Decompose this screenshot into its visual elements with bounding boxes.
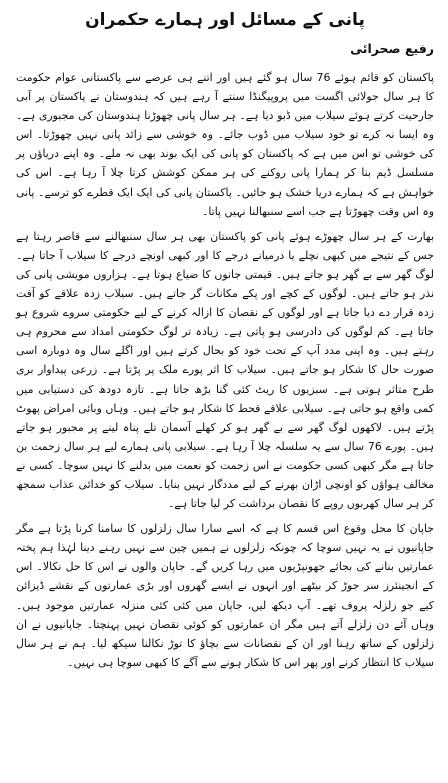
author-byline: رفیع صحرائی (350, 41, 434, 56)
article-paragraph: جاپان کا محل وقوع اس قسم کا ہے کہ اسے سارا سال زلزلوں کا سامنا کرنا پڑتا ہے مگر جاپانیوں نے یہ نہیں سوچا کہ چونکہ زلزلوں نے ہمیں چین سے نہیں رہنے دینا لہٰذا ہم پختہ عمارتیں بنانے کی بجائے جھونپڑیوں میں رہا کریں گے۔ جاپان والوں نے اس کا حل نکالا۔ اس کے انجینئرز سر جوڑ کر بیٹھے اور انہوں نے ایسے گھروں اور بڑی عمارتوں کے نقشے ڈیزائن کیے جو زلزلہ پروف تھے۔ آپ دیکھ لیں، جاپان میں کئی کئی منزلہ عمارتیں موجود ہیں۔ وہاں آئے دن زلزلے آتے ہیں مگر ان عمارتوں کو کوئی نقصان نہیں پہنچتا۔ جاپانیوں نے ان زلزلوں کے ساتھ رہنا اور ان کے نقصانات سے بچاؤ کا توڑ نکالنا سیکھ لیا۔ ہم نے ہر سال سیلاب کا انتظار کرنے اور پھر اس کا شکار ہونے سے آگے کا کبھی سوچا ہی نہیں۔ (16, 522, 434, 669)
article-paragraph: بھارت کے ہر سال چھوڑے ہوئے پانی کو پاکستان بھی ہر سال سنبھالنے سے قاصر رہتا ہے جس کے نتیجے میں کبھی نچلے یا درمیانے درجے کا اور کبھی اونچے درجے کا سیلاب آ جاتا ہے۔ لوگ گھر سے بے گھر ہو جاتے ہیں۔ قیمتی جانوں کا ضیاع ہوتا ہے۔ ہزاروں مویشی پانی کی نذر ہو جاتے ہیں۔ لوگوں کے کچے اور پکے مکانات گر جاتے ہیں۔ سیلاب زدہ علاقے کو آفت زدہ قرار دے دیا جاتا ہے اور لوگوں کے نقصان کا ازالہ کرنے کے لیے حکومتی سروے شروع ہو جاتا ہے۔ کم لوگوں کی دادرسی ہو پاتی ہے۔ زیادہ تر لوگ حکومتی امداد سے محروم ہی رہتے ہیں۔ وہ اپنی مدد آپ کے تحت خود کو بحال کرتے ہیں اور اگلے سال وہ دوبارہ اسی صورت حال کا شکار ہو جاتے ہیں۔ سیلاب کا اثر پورے ملک پر پڑتا ہے۔ زرعی پیداوار بری طرح متاثر ہوتی ہے۔ سبزیوں کا ریٹ کئی گنا بڑھ جاتا ہے۔ تازہ دودھ کی دستیابی میں کمی واقع ہو جاتی ہے۔ سیلابی علاقے قحط کا شکار ہو جاتے ہیں۔ وہاں وبائی امراض پھوٹ پڑتے ہیں۔ لاکھوں لوگ گھر سے بے گھر ہو کر کھلے آسمان تلے پناہ لینے پر مجبور ہو جاتے ہیں۔ پورے 76 سال سے یہ سلسلہ چلا آ رہا ہے۔ سیلابی پانی ہمارے لیے ہر سال زحمت بن جاتا ہے مگر کبھی کسی حکومت نے اس زحمت کو نعمت میں بدلنے کا نہیں سوچا۔ کسی نے مخالف ہواؤں کو اونچی اڑان بھرنے کے لیے مددگار نہیں بنایا۔ سیلاب کو خدائی عذاب سمجھ کر ہر سال کھربوں روپے کا نقصان برداشت کر لیا جاتا ہے۔ (16, 229, 435, 511)
article-body (16, 68, 434, 672)
article-paragraph: پاکستان کو قائم ہوئے 76 سال ہو گئے ہیں اور اتنے ہی عرصے سے پاکستانی عوام حکومت کا ہر سال جولائی اگست میں پروپیگنڈا سنتے آ رہے ہیں کہ ہندوستان نے پاکستان پر آبی جارحیت کرتے ہوئے سیلاب میں ڈبو دیا ہے۔ ہر سال پانی چھوڑنا ہندوستان کی مجبوری ہے۔ وہ ایسا نہ کرے تو خود سیلاب میں ڈوب جائے۔ وہ خوشی سے زائد پانی نہیں چھوڑتا۔ اس کی خوشی تو اس میں ہے کہ پاکستان کو پانی کی ایک بوند بھی نہ ملے۔ وہ اپنے دریاؤں پر مسلسل ڈیم بنا کر ہمارا پانی روکنے کی ہر ممکن کوشش کرتا چلا آ رہا ہے۔ اس کی خواہش ہے کہ ہمارے دریا خشک ہو جائیں۔ پاکستان پانی کی ایک ایک قطرے کو ترسے۔ پانی وہ اس وقت چھوڑتا ہے جب اسے سنبھالنا نہیں پاتا۔ (16, 71, 434, 218)
article-headline: پانی کے مسائل اور ہمارے حکمران (85, 10, 365, 30)
